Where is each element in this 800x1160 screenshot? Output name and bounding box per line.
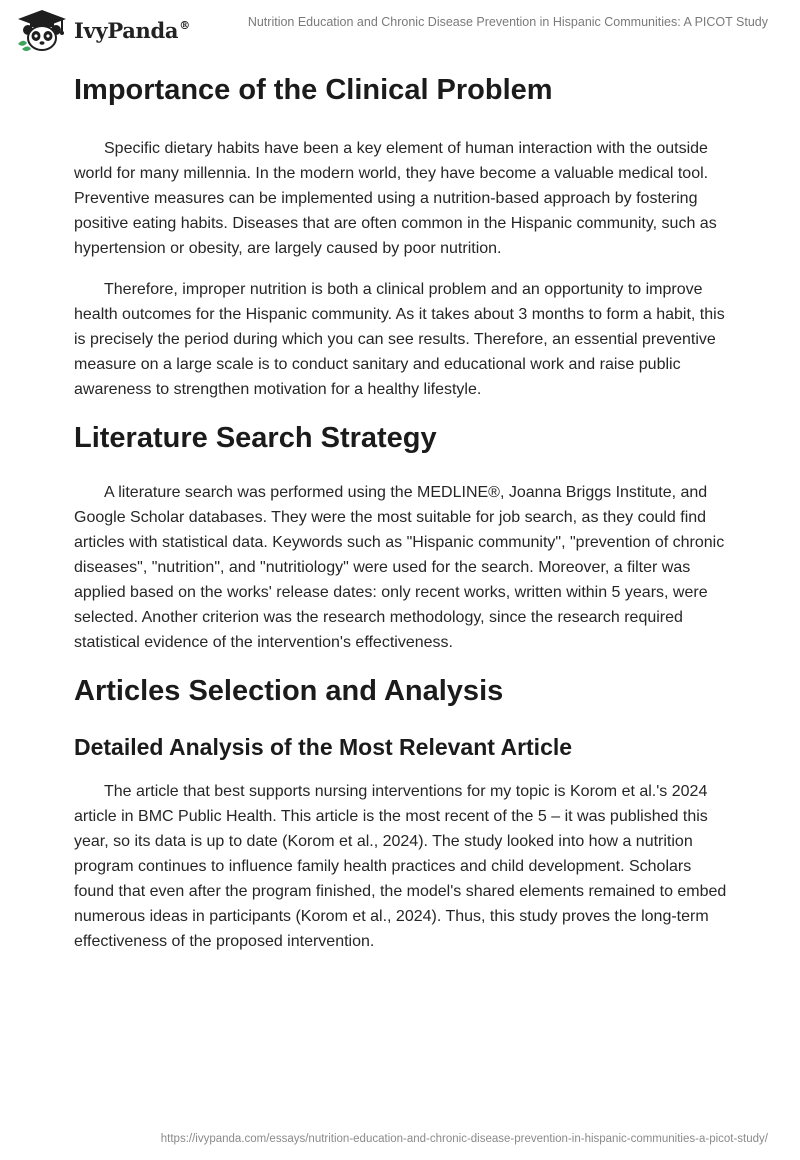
panda-graduate-icon — [16, 8, 68, 52]
paragraph-literature-1: A literature search was performed using the MEDLINE®, Joanna Briggs Institute, and Google Scholar databases. They were the most suitable for job search, as they could find articles with statistical data. Keywords such as "Hispanic community", "prevention of chronic diseases", "nutrition", and "nutritiology" were used for the search. Moreover, a filter was applied based on the works' release dates: only recent works, written within 5 years, were selected. Another criterion was the research methodology, since the research required statistical evidence of the intervention's effectiveness. — [74, 484, 725, 651]
essay-content — [74, 66, 734, 954]
brand-logo[interactable] — [16, 8, 190, 52]
page-header — [0, 0, 800, 60]
document-title: Nutrition Education and Chronic Disease Prevention in Hispanic Communities: A PICOT Study — [247, 15, 768, 29]
paragraph-importance-2: Therefore, improper nutrition is both a clinical problem and an opportunity to improve health outcomes for the Hispanic community. As it takes about 3 months to form a habit, this is precisely the period during which you can see results. Therefore, an essential preventive measure on a large scale is to conduct sanitary and educational work and raise public awareness to strengthen motivation for a healthy lifestyle. — [74, 281, 725, 398]
brand-name: IvyPanda® — [74, 17, 190, 43]
paragraph-articles-1: The article that best supports nursing interventions for my topic is Korom et al.'s 2024 article in BMC Public Health. This article is the most recent of the 5 – it was published this year, so its data is up to date (Korom et al., 2024). The study looked into how a nutrition program continues to influence family health practices and child development. Scholars found that even after the program finished, the model's shared elements remained to embed numerous ideas in participants (Korom et al., 2024). Thus, this study proves the long-term effectiveness of the proposed intervention. — [74, 783, 727, 950]
source-url[interactable]: https://ivypanda.com/essays/nutrition-education-and-chronic-disease-prevention-in-hispanic-communities-a-picot-study/ — [160, 1133, 768, 1145]
section-heading-importance: Importance of the Clinical Problem — [74, 74, 553, 106]
section-heading-literature: Literature Search Strategy — [74, 422, 437, 454]
paragraph-importance-1: Specific dietary habits have been a key element of human interaction with the outside world for many millennia. In the modern world, they have become a valuable medical tool. Preventive measures can be implemented using a nutrition-based approach by fostering positive eating habits. Diseases that are often common in the Hispanic community, such as hypertension or obesity, are largely caused by poor nutrition. — [74, 140, 717, 257]
subsection-heading-detailed-analysis: Detailed Analysis of the Most Relevant Article — [74, 734, 573, 760]
section-heading-articles: Articles Selection and Analysis — [74, 675, 504, 707]
